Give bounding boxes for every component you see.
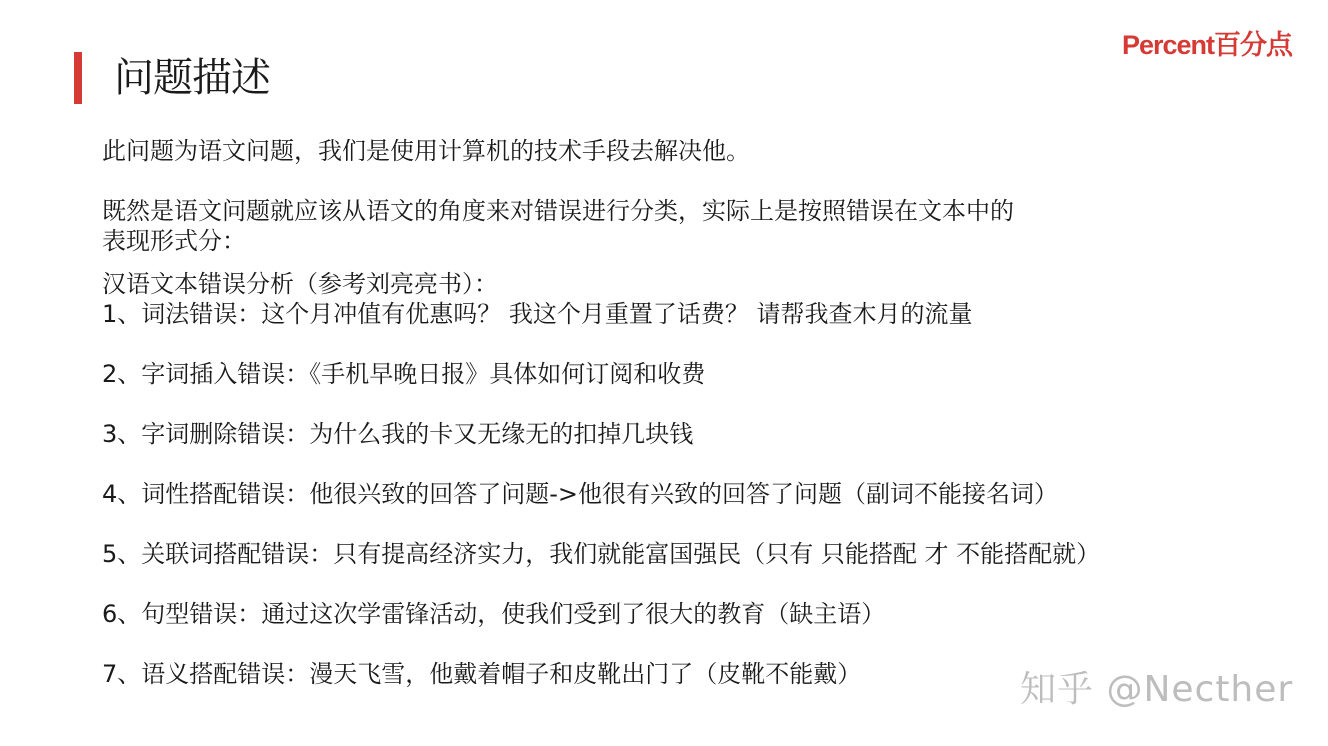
page-title: 问题描述	[114, 55, 270, 101]
list-item: 5、关联词搭配错误：只有提高经济实力，我们就能富国强民（只有 只能搭配 才 不能搭配就）	[102, 540, 1101, 568]
list-item: 2、字词插入错误：《手机早晚日报》具体如何订阅和收费	[102, 360, 706, 388]
list-item: 6、句型错误：通过这次学雷锋活动，使我们受到了很大的教育（缺主语）	[102, 600, 886, 628]
list-item: 4、词性搭配错误：他很兴致的回答了问题->他很有兴致的回答了问题（副词不能接名词）	[102, 480, 1059, 508]
title-accent-bar	[74, 52, 82, 104]
intro-text: 此问题为语文问题，我们是使用计算机的技术手段去解决他。	[102, 137, 750, 165]
zhihu-watermark: 知乎 @Necther	[1020, 669, 1294, 710]
brand-logo: Percent百分点	[1121, 30, 1292, 60]
list-heading: 汉语文本错误分析（参考刘亮亮书）：	[102, 270, 498, 298]
list-item: 1、词法错误：这个月冲值有优惠吗？ 我这个月重置了话费？ 请帮我查木月的流量	[102, 300, 973, 328]
list-item: 3、字词删除错误：为什么我的卡又无缘无的扣掉几块钱	[102, 420, 694, 448]
list-item: 7、语义搭配错误：漫天飞雪，他戴着帽子和皮靴出门了（皮靴不能戴）	[102, 660, 862, 688]
paragraph-line-1: 既然是语文问题就应该从语文的角度来对错误进行分类，实际上是按照错误在文本中的	[102, 197, 1014, 225]
paragraph-line-2: 表现形式分：	[102, 227, 246, 255]
